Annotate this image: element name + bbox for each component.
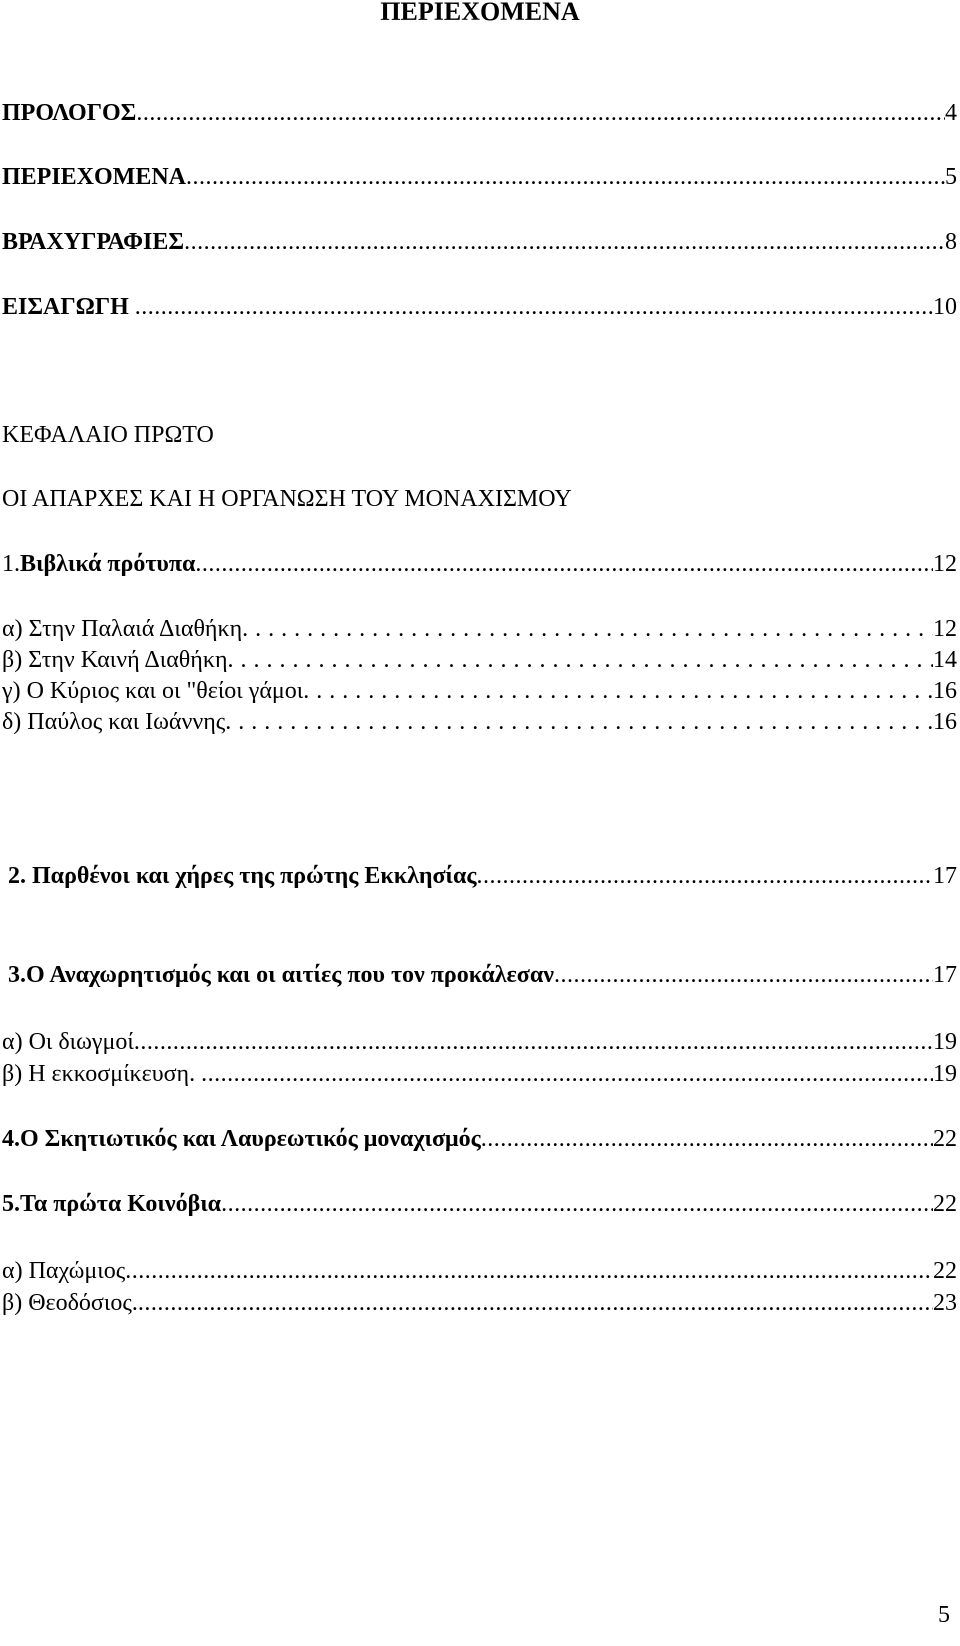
dot-leader [138,1288,933,1318]
toc-entry-s1a[interactable] [2,614,957,644]
toc-entry-s2[interactable] [2,861,957,891]
toc-entry-page: 4 [945,100,957,126]
toc-entry-s5a[interactable] [2,1256,957,1286]
toc-entry-page: 23 [933,1290,957,1316]
dot-leader [184,227,945,257]
toc-entry-s1[interactable] [2,549,957,579]
toc-entry-page: 19 [933,1029,957,1055]
toc-entry-s5b[interactable] [2,1288,957,1318]
page-title: ΠΕΡΙΕΧΟΜΕΝΑ [380,0,580,26]
dot-leader [225,707,933,737]
toc-entry-eisagogi[interactable] [2,292,957,322]
toc-entry-s3[interactable] [2,960,957,990]
toc-entry-label: ΠΕΡΙΕΧΟΜΕΝΑ [2,164,187,190]
toc-entry-label: 2. Παρθένοι και χήρες της πρώτης Εκκλησίας [2,863,477,889]
toc-entry-page: 19 [933,1061,957,1087]
dot-leader [134,1027,933,1057]
toc-entry-label: 5.Τα πρώτα Κοινόβια [2,1191,222,1217]
toc-entry-label: γ) Ο Κύριος και οι "θείοι γάμοι [2,678,304,704]
toc-entry-page: 22 [933,1126,957,1152]
toc-entry-s1b[interactable] [2,645,957,675]
dot-leader [221,1189,933,1219]
toc-entry-page: 10 [933,294,957,320]
dot-leader [554,960,933,990]
toc-entry-page: 16 [933,709,957,735]
chapter-subtitle: ΟΙ ΑΠΑΡΧΕΣ ΚΑΙ Η ΟΡΓΑΝΩΣΗ ΤΟΥ ΜΟΝΑΧΙΣΜΟΥ [2,486,572,512]
toc-entry-periexomena[interactable] [2,162,957,192]
dot-leader [481,1124,933,1154]
toc-entry-page: 16 [933,678,957,704]
toc-entry-label: δ) Παύλος και Ιωάννης [2,709,226,735]
toc-entry-page: 12 [933,551,957,577]
toc-entry-label: ΕΙΣΑΓΩΓΗ [2,294,135,320]
toc-entry-label: β) Στην Καινή Διαθήκη [2,647,228,673]
dot-leader [242,614,933,644]
toc-entry-s3a[interactable] [2,1027,957,1057]
toc-entry-prologos[interactable] [2,98,957,128]
toc-entry-s4[interactable] [2,1124,957,1154]
section-number: 1. [2,551,20,577]
toc-entry-label: α) Στην Παλαιά Διαθήκη [2,616,243,642]
toc-entry-page: 22 [933,1258,957,1284]
toc-entry-label: ΠΡΟΛΟΓΟΣ [2,100,137,126]
dot-leader [135,292,933,322]
section-title: Βιβλικά πρότυπα [20,551,196,577]
dot-leader [195,549,933,579]
toc-entry-label: β) Η εκκοσμίκευση. [2,1061,202,1087]
toc-entry-label: ΒΡΑΧΥΓΡΑΦΙΕΣ [2,229,185,255]
dot-leader [303,676,933,706]
toc-entry-label: β) Θεοδόσιος. [2,1290,138,1316]
dot-leader [228,645,934,675]
toc-entry-vraxygrafies[interactable] [2,227,957,257]
toc-entry-page: 22 [933,1191,957,1217]
dot-leader [477,861,933,891]
toc-entry-label: α) Οι διωγμοί [2,1029,134,1055]
toc-entry-s1c[interactable] [2,676,957,706]
chapter-heading: ΚΕΦΑΛΑΙΟ ΠΡΩΤΟ [2,422,214,448]
toc-entry-page: 17 [933,863,957,889]
dot-leader [201,1059,933,1089]
dot-leader [125,1256,933,1286]
toc-entry-page: 12 [933,616,957,642]
toc-entry-page: 5 [945,164,957,190]
toc-entry-page: 14 [933,647,957,673]
toc-entry-s3b[interactable] [2,1059,957,1089]
toc-entry-label: 3.Ο Αναχωρητισμός και οι αιτίες που τον προκάλεσαν [2,962,554,988]
toc-entry-page: 17 [933,962,957,988]
toc-entry-page: 8 [945,229,957,255]
toc-entry-label: 4.Ο Σκητιωτικός και Λαυρεωτικός μοναχισμός [2,1126,481,1152]
toc-entry-s5[interactable] [2,1189,957,1219]
toc-entry-label: α) Παχώμιος [2,1258,126,1284]
toc-entry-label [2,549,195,579]
dot-leader [136,98,945,128]
dot-leader [186,162,945,192]
toc-entry-s1d[interactable] [2,707,957,737]
page-number: 5 [938,1602,950,1628]
